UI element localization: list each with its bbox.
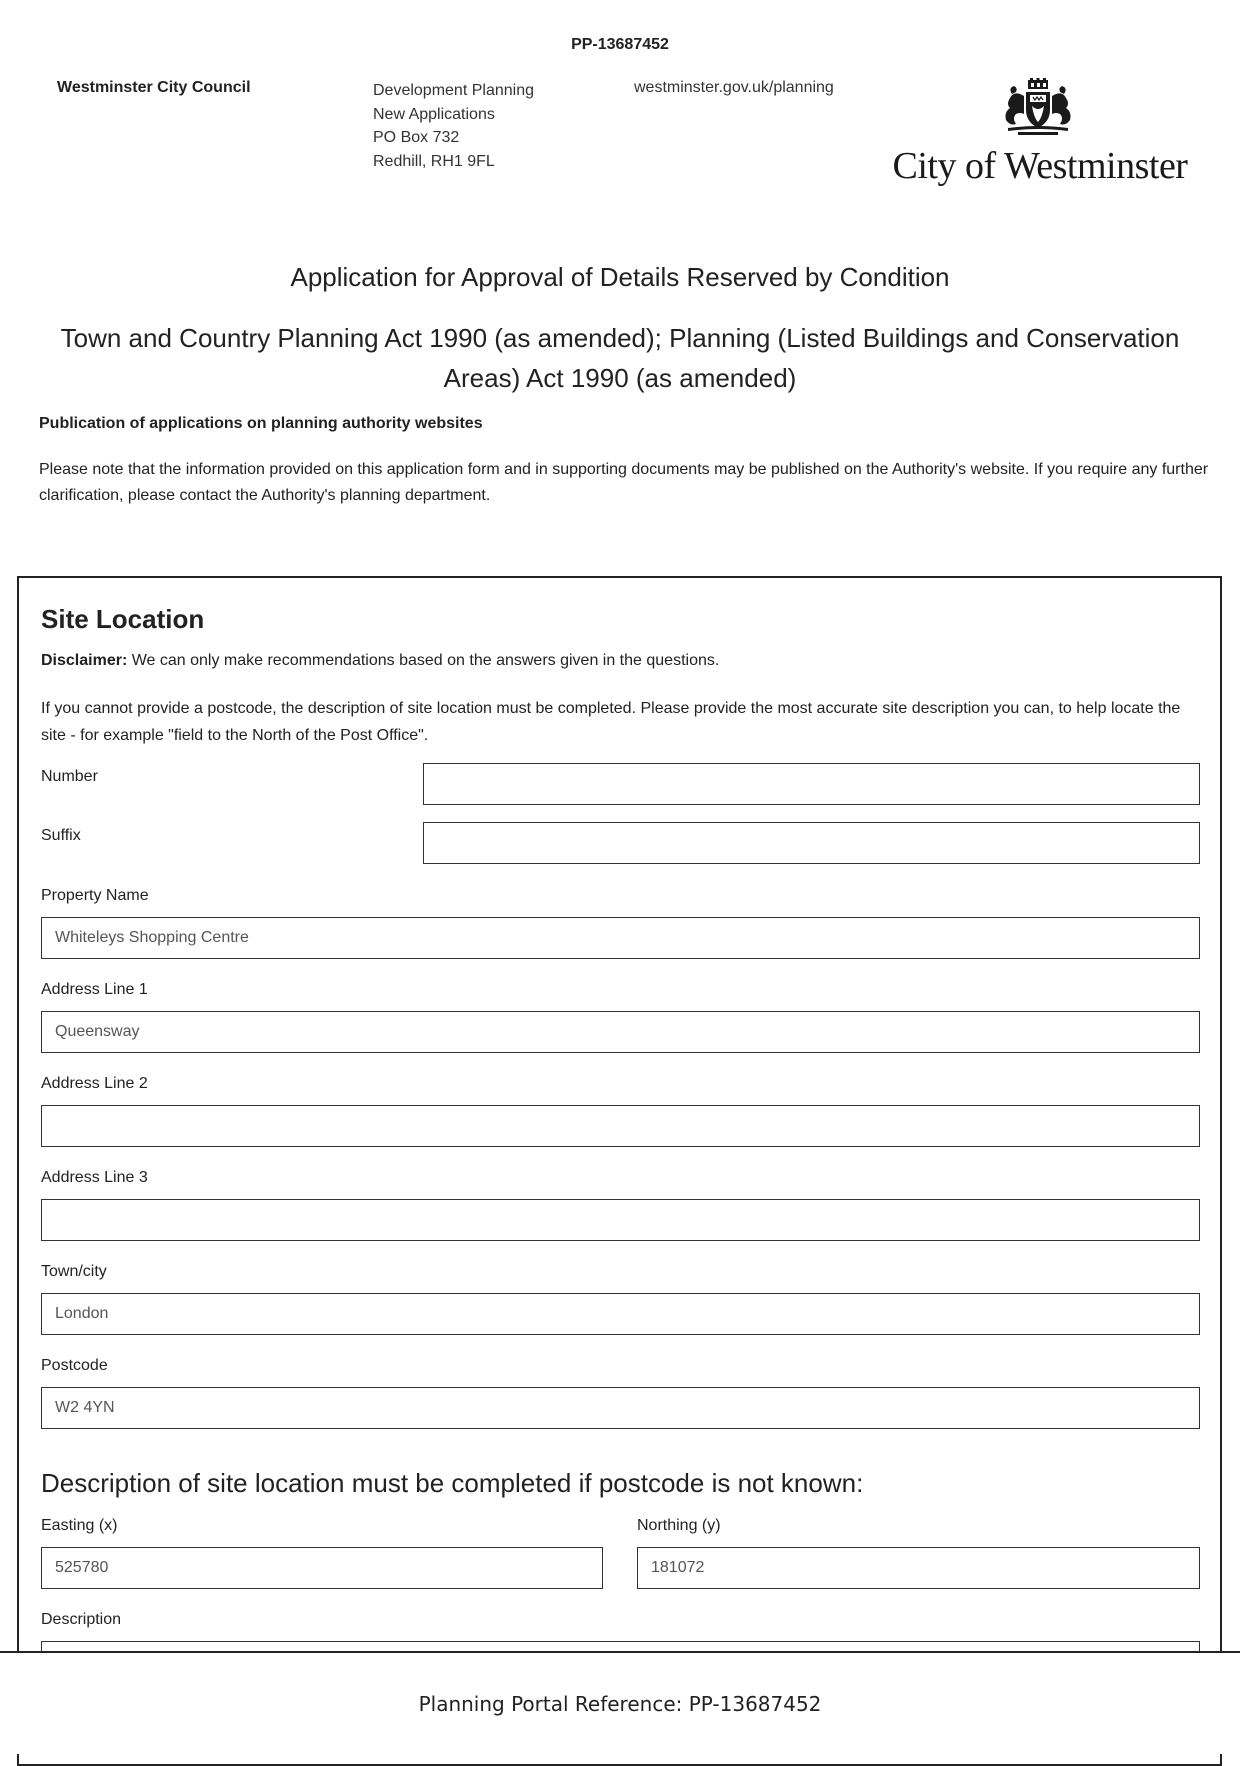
postcode-field[interactable]: W2 4YN xyxy=(41,1387,1200,1429)
address-line-1-label: Address Line 1 xyxy=(41,981,148,998)
website-link[interactable]: westminster.gov.uk/planning xyxy=(634,79,834,96)
postcode-label: Postcode xyxy=(41,1357,108,1374)
form-title: Application for Approval of Details Reserved by Condition xyxy=(290,262,950,292)
reference-number: PP-13687452 xyxy=(571,36,669,53)
property-name-field[interactable]: Whiteleys Shopping Centre xyxy=(41,917,1200,959)
address-line-3-field[interactable] xyxy=(41,1199,1200,1241)
publication-heading: Publication of applications on planning authority websites xyxy=(39,415,483,432)
postcode-note: If you cannot provide a postcode, the description of site location must be completed. Please provide the most accurate site description you can, to help locate the site - for example "field to the North of the Post Office". xyxy=(41,700,1181,744)
address-line: PO Box 732 xyxy=(373,129,460,146)
suffix-label: Suffix xyxy=(41,827,81,844)
town-city-field[interactable]: London xyxy=(41,1293,1200,1335)
form-act-subtitle: Town and Country Planning Act 1990 (as amended); Planning (Listed Buildings and Conservation Areas) Act 1990 (as amended) xyxy=(60,323,1180,393)
coat-of-arms-icon xyxy=(1002,78,1074,136)
city-of-westminster-logo xyxy=(890,78,1190,198)
address-line: Redhill, RH1 9FL xyxy=(373,152,495,170)
logo-wordmark: City of Westminster xyxy=(892,145,1188,187)
number-field[interactable] xyxy=(423,763,1200,805)
easting-field[interactable]: 525780 xyxy=(41,1547,603,1589)
easting-label: Easting (x) xyxy=(41,1517,118,1534)
address-line-3-label: Address Line 3 xyxy=(41,1169,148,1186)
northing-field[interactable]: 181072 xyxy=(637,1547,1200,1589)
council-name: Westminster City Council xyxy=(57,79,251,96)
address-line-2-field[interactable] xyxy=(41,1105,1200,1147)
address-line-2-label: Address Line 2 xyxy=(41,1075,148,1092)
disclaimer xyxy=(41,652,719,670)
suffix-field[interactable] xyxy=(423,822,1200,864)
description-label: Description xyxy=(41,1611,122,1628)
footer-reference: Planning Portal Reference: PP-13687452 xyxy=(418,1692,822,1716)
town-city-label: Town/city xyxy=(41,1263,107,1280)
section-title: Site Location xyxy=(41,604,205,634)
description-heading: Description of site location must be completed if postcode is not known: xyxy=(41,1468,864,1498)
disclaimer-text: We can only make recommendations based on the answers given in the questions. xyxy=(127,652,720,669)
address-line: Development Planning xyxy=(373,82,534,99)
address-line-1-field[interactable]: Queensway xyxy=(41,1011,1200,1053)
number-label: Number xyxy=(41,768,98,785)
site-location-section xyxy=(17,576,1222,1766)
publication-notice: Please note that the information provided on this application form and in supporting documents may be published on the Authority's website. If you require any further clarification, please contact the Authority's planning department. xyxy=(39,461,1209,504)
council-address xyxy=(373,79,534,173)
address-line: New Applications xyxy=(373,105,495,123)
northing-label: Northing (y) xyxy=(637,1517,721,1534)
property-name-label: Property Name xyxy=(41,887,149,904)
disclaimer-label: Disclaimer: xyxy=(41,652,128,669)
